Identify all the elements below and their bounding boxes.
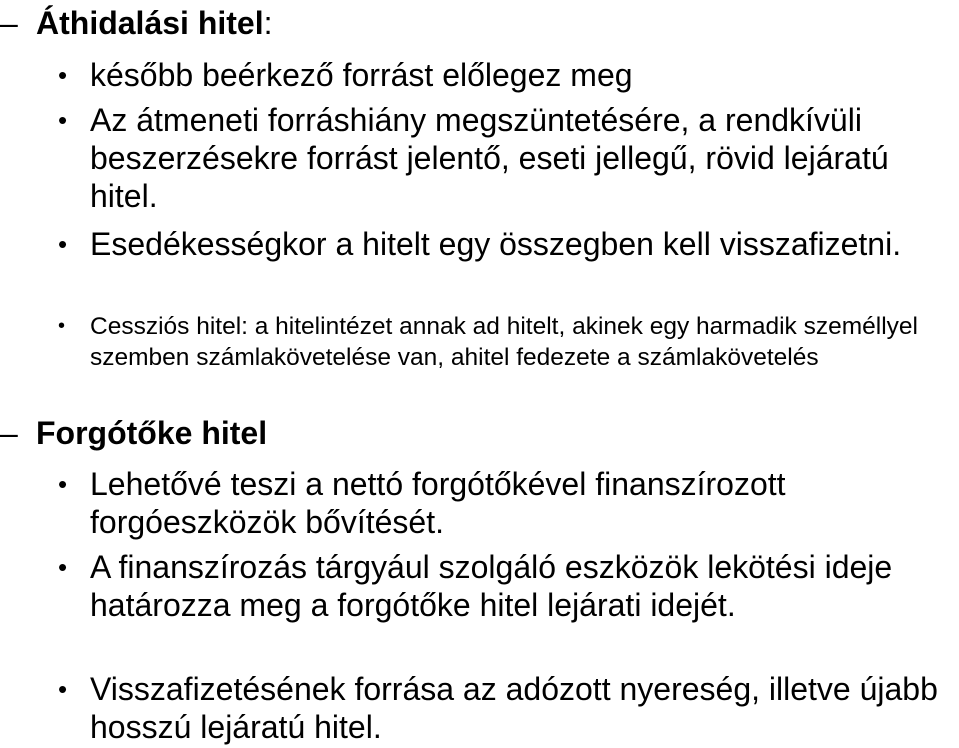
dash-marker: – xyxy=(0,5,18,41)
bullet-icon: • xyxy=(58,552,68,582)
list-item xyxy=(58,225,951,263)
list-item-text: Esedékességkor a hitelt egy összegben kell visszafizetni. xyxy=(90,226,902,262)
heading-colon: : xyxy=(263,5,273,41)
heading-title: Áthidalási hitel xyxy=(36,5,264,41)
heading-title: Forgótőke hitel xyxy=(36,415,268,451)
bullet-icon: • xyxy=(58,469,68,499)
bullet-icon: • xyxy=(58,105,68,135)
list-item-text: A finanszírozás tárgyául szolgáló eszközök lekötési ideje határozza meg a forgótőke hitel lejárati idejét. xyxy=(90,549,893,623)
list-item xyxy=(58,56,951,94)
list-item-text: Lehetővé teszi a nettó forgótőkével finanszírozott forgóeszközök bővítését. xyxy=(90,466,786,540)
list-item-text: Visszafizetésének forrása az adózott nyereség, illetve újabb hosszú lejáratú hitel. xyxy=(90,671,938,745)
heading-working-capital-loan xyxy=(0,414,267,452)
dash-marker: – xyxy=(0,415,18,451)
list-item-text: később beérkező forrást előlegez meg xyxy=(90,57,633,93)
bullet-icon: • xyxy=(58,229,68,259)
heading-bridging-loan xyxy=(0,4,272,42)
bullet-icon: • xyxy=(58,60,68,90)
list-item xyxy=(58,548,951,624)
list-item xyxy=(58,670,951,746)
list-item xyxy=(58,101,951,215)
bullet-icon: • xyxy=(58,315,66,337)
bullet-icon: • xyxy=(58,674,68,704)
list-item-text: Az átmeneti forráshiány megszüntetésére, a rendkívüli beszerzésekre forrást jelentő, eseti jellegű, rövid lejáratú hitel. xyxy=(90,102,889,214)
list-item-text: Cessziós hitel: a hitelintézet annak ad hitelt, akinek egy harmadik személlyel szemben számlakövetelése van, ahitel fedezete a számlakövetelés xyxy=(90,313,918,371)
list-item xyxy=(58,465,951,541)
list-item xyxy=(58,311,951,373)
